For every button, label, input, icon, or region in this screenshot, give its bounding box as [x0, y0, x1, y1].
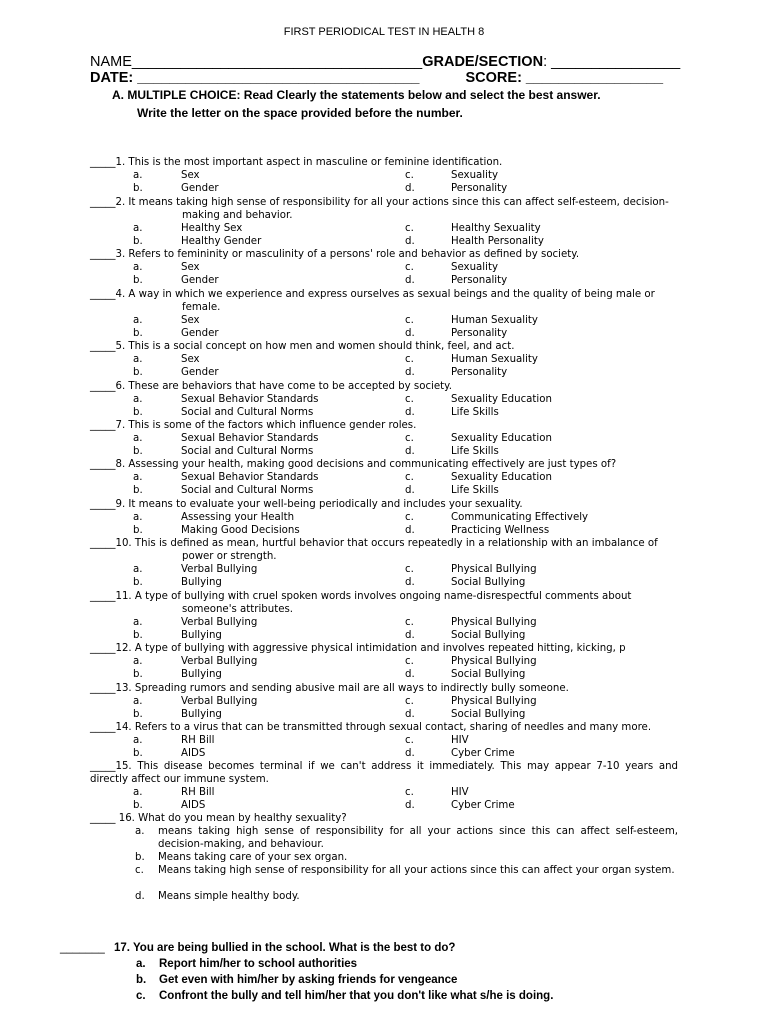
choice-letter: b. — [133, 669, 143, 680]
grade-label: GRADE/SECTION — [422, 54, 544, 70]
header-row-2 — [90, 70, 680, 86]
choice-a: Healthy Sex — [181, 223, 243, 234]
choice-letter: d. — [405, 236, 415, 247]
choice-letter: a. — [133, 512, 143, 523]
choice-letter: b. — [136, 974, 147, 986]
question-stem: _____6. These are behaviors that have come to be accepted by society. — [90, 381, 452, 392]
choice-a: Verbal Bullying — [181, 564, 258, 575]
choice-a: means taking high sense of responsibility for all your actions since this can affect self-esteem, decision-making, and behaviour. — [158, 826, 678, 850]
choice-b: Gender — [181, 367, 219, 378]
choice-letter: b. — [133, 800, 143, 811]
choice-c: Physical Bullying — [451, 696, 537, 707]
question-stem: _____4. A way in which we experience and express ourselves as sexual beings and the quality of being male or — [90, 289, 655, 300]
choice-letter: d. — [405, 709, 415, 720]
choice-a: Sex — [181, 170, 200, 181]
choice-d: Life Skills — [451, 446, 499, 457]
question-stem-cont: someone's attributes. — [182, 604, 294, 615]
choice-a: RH Bill — [181, 735, 215, 746]
choice-letter: d. — [405, 577, 415, 588]
choice-a: Assessing your Health — [181, 512, 295, 523]
question-stem: _____11. A type of bullying with cruel spoken words involves ongoing name-disrespectful comments about — [90, 591, 632, 602]
choice-letter: d. — [405, 669, 415, 680]
choice-c: HIV — [451, 735, 469, 746]
instructions-line-1: A. MULTIPLE CHOICE: Read Clearly the statements below and select the best answer. — [112, 88, 601, 102]
choice-letter: a. — [136, 958, 146, 970]
choice-c: Sexuality Education — [451, 472, 552, 483]
choice-letter: b. — [133, 630, 143, 641]
choice-letter: c. — [405, 656, 414, 667]
choice-letter: b. — [133, 407, 143, 418]
choice-letter: c. — [405, 354, 414, 365]
choice-c: Physical Bullying — [451, 617, 537, 628]
choice-a: Sex — [181, 354, 200, 365]
choice-letter: c. — [405, 617, 414, 628]
choice-a: Verbal Bullying — [181, 656, 258, 667]
choice-b: Social and Cultural Norms — [181, 446, 314, 457]
choice-c: Confront the bully and tell him/her that you don't like what s/he is doing. — [159, 990, 554, 1002]
score-field[interactable]: SCORE: _________________ — [465, 70, 664, 86]
choice-letter: a. — [133, 433, 143, 444]
choice-letter: a. — [135, 826, 145, 837]
choice-letter: b. — [133, 328, 143, 339]
choice-b: Healthy Gender — [181, 236, 262, 247]
choice-letter: c. — [405, 735, 414, 746]
choice-b: Get even with him/her by asking friends for vengeance — [159, 974, 458, 986]
choice-letter: a. — [133, 170, 143, 181]
choice-b: Social and Cultural Norms — [181, 407, 314, 418]
choice-a: Sexual Behavior Standards — [181, 394, 319, 405]
choice-letter: a. — [133, 394, 143, 405]
question-stem: _____7. This is some of the factors which influence gender roles. — [90, 420, 417, 431]
question-stem: _____13. Spreading rumors and sending abusive mail are all ways to indirectly bully someone. — [90, 683, 569, 694]
grade-field[interactable]: : ________________ — [543, 54, 681, 70]
choice-letter: c. — [405, 223, 414, 234]
choice-letter: b. — [133, 367, 143, 378]
choice-d: Personality — [451, 275, 508, 286]
choice-letter: d. — [405, 446, 415, 457]
choice-letter: a. — [133, 617, 143, 628]
choice-d: Health Personality — [451, 236, 544, 247]
choice-c: Communicating Effectively — [451, 512, 589, 523]
choice-letter: c. — [405, 472, 414, 483]
choice-d: Social Bullying — [451, 669, 526, 680]
choice-b: Bullying — [181, 709, 222, 720]
question-stem: _____12. A type of bullying with aggressive physical intimidation and involves repeated hitting, kicking, p — [90, 643, 626, 654]
choice-letter: b. — [133, 577, 143, 588]
question-stem: _____8. Assessing your health, making good decisions and communicating effectively are just types of? — [90, 459, 617, 470]
choice-c: Healthy Sexuality — [451, 223, 541, 234]
choice-letter: d. — [405, 367, 415, 378]
choice-d: Practicing Wellness — [451, 525, 550, 536]
choice-a: Report him/her to school authorities — [159, 958, 358, 970]
choice-letter: b. — [133, 275, 143, 286]
choice-b: AIDS — [181, 748, 206, 759]
choice-letter: a. — [133, 564, 143, 575]
choice-letter: c. — [405, 394, 414, 405]
date-field[interactable]: DATE: ___________________________________ — [90, 70, 420, 86]
choice-b: Gender — [181, 275, 219, 286]
choice-letter: b. — [133, 748, 143, 759]
choice-a: Sexual Behavior Standards — [181, 433, 319, 444]
choice-d: Personality — [451, 367, 508, 378]
choice-c: Sexuality — [451, 170, 498, 181]
choice-b: Bullying — [181, 669, 222, 680]
choice-b: Gender — [181, 328, 219, 339]
choice-d: Means simple healthy body. — [158, 891, 300, 902]
choice-c: Means taking high sense of responsibility for all your actions since this can affect your organ system. — [158, 865, 675, 876]
choice-letter: d. — [135, 891, 145, 902]
choice-b: Gender — [181, 183, 219, 194]
choice-letter: c. — [135, 865, 144, 876]
choice-letter: a. — [133, 262, 143, 273]
choice-letter: d. — [405, 525, 415, 536]
choice-d: Cyber Crime — [451, 800, 515, 811]
choice-c: Physical Bullying — [451, 564, 537, 575]
question-stem: 17. You are being bullied in the school. What is the best to do? — [114, 942, 456, 954]
header-row-1 — [90, 54, 680, 70]
choice-b: Making Good Decisions — [181, 525, 300, 536]
choice-letter: a. — [133, 656, 143, 667]
choice-d: Personality — [451, 183, 508, 194]
choice-d: Social Bullying — [451, 630, 526, 641]
choice-d: Social Bullying — [451, 709, 526, 720]
choice-c: Human Sexuality — [451, 315, 538, 326]
choice-letter: d. — [405, 328, 415, 339]
choice-letter: a. — [133, 696, 143, 707]
choice-c: Sexuality Education — [451, 433, 552, 444]
question-stem: _____5. This is a social concept on how men and women should think, feel, and act. — [90, 341, 515, 352]
choice-b: AIDS — [181, 800, 206, 811]
choice-d: Social Bullying — [451, 577, 526, 588]
choice-d: Cyber Crime — [451, 748, 515, 759]
choice-b: Bullying — [181, 577, 222, 588]
choice-a: RH Bill — [181, 787, 215, 798]
choice-letter: c. — [405, 433, 414, 444]
answer-blank: _______ — [60, 942, 105, 954]
choice-letter: d. — [405, 485, 415, 496]
question-stem: _____2. It means taking high sense of responsibility for all your actions since this can affect self-esteem, decision- — [90, 197, 669, 208]
choice-letter: a. — [133, 315, 143, 326]
choice-letter: b. — [133, 709, 143, 720]
question-stem: _____10. This is defined as mean, hurtful behavior that occurs repeatedly in a relationship with an imbalance of — [90, 538, 658, 549]
page-title: FIRST PERIODICAL TEST IN HEALTH 8 — [283, 26, 485, 38]
choice-letter: c. — [405, 787, 414, 798]
choice-letter: c. — [405, 696, 414, 707]
question-stem-cont: female. — [182, 302, 221, 313]
choice-c: HIV — [451, 787, 469, 798]
choice-letter: b. — [133, 525, 143, 536]
choice-letter: d. — [405, 748, 415, 759]
choice-c: Physical Bullying — [451, 656, 537, 667]
choice-letter: a. — [133, 223, 143, 234]
choice-letter: b. — [135, 852, 145, 863]
choice-letter: a. — [133, 354, 143, 365]
choice-d: Life Skills — [451, 407, 499, 418]
choice-a: Sex — [181, 315, 200, 326]
choice-letter: c. — [405, 512, 414, 523]
choice-a: Verbal Bullying — [181, 617, 258, 628]
choice-letter: c. — [405, 262, 414, 273]
choice-letter: b. — [133, 446, 143, 457]
choice-letter: d. — [405, 407, 415, 418]
question-stem-cont: making and behavior. — [182, 210, 293, 221]
choice-letter: d. — [405, 630, 415, 641]
choice-letter: c. — [405, 170, 414, 181]
choice-letter: a. — [133, 787, 143, 798]
question-stem: _____1. This is the most important aspect in masculine or feminine identification. — [90, 157, 503, 168]
choice-letter: d. — [405, 800, 415, 811]
choice-b: Bullying — [181, 630, 222, 641]
choice-letter: a. — [133, 735, 143, 746]
choice-letter: b. — [133, 485, 143, 496]
choice-letter: d. — [405, 183, 415, 194]
choice-c: Human Sexuality — [451, 354, 538, 365]
question-stem: _____3. Refers to femininity or masculinity of a persons' role and behavior as defined by society. — [90, 249, 580, 260]
choice-letter: a. — [133, 472, 143, 483]
question-stem: _____ 16. What do you mean by healthy sexuality? — [90, 813, 347, 824]
question-stem: _____15. This disease becomes terminal if we can't address it immediately. This may appear 7-10 years and directly affect our immune system. — [90, 761, 678, 785]
choice-letter: c. — [405, 315, 414, 326]
choice-d: Personality — [451, 328, 508, 339]
choice-letter: c. — [136, 990, 146, 1002]
choice-c: Sexuality Education — [451, 394, 552, 405]
choice-letter: b. — [133, 183, 143, 194]
choice-letter: d. — [405, 275, 415, 286]
question-stem: _____9. It means to evaluate your well-being periodically and includes your sexuality. — [90, 499, 523, 510]
choice-a: Sex — [181, 262, 200, 273]
instructions-line-2: Write the letter on the space provided before the number. — [137, 106, 463, 120]
question-stem: _____14. Refers to a virus that can be transmitted through sexual contact, sharing of needles and many more. — [90, 722, 652, 733]
question-stem-cont: power or strength. — [182, 551, 277, 562]
choice-letter: c. — [405, 564, 414, 575]
choice-letter: b. — [133, 236, 143, 247]
choice-a: Verbal Bullying — [181, 696, 258, 707]
choice-b: Social and Cultural Norms — [181, 485, 314, 496]
choice-d: Life Skills — [451, 485, 499, 496]
choice-b: Means taking care of your sex organ. — [158, 852, 348, 863]
choice-c: Sexuality — [451, 262, 498, 273]
choice-a: Sexual Behavior Standards — [181, 472, 319, 483]
name-field[interactable]: NAME____________________________________ — [90, 54, 423, 70]
